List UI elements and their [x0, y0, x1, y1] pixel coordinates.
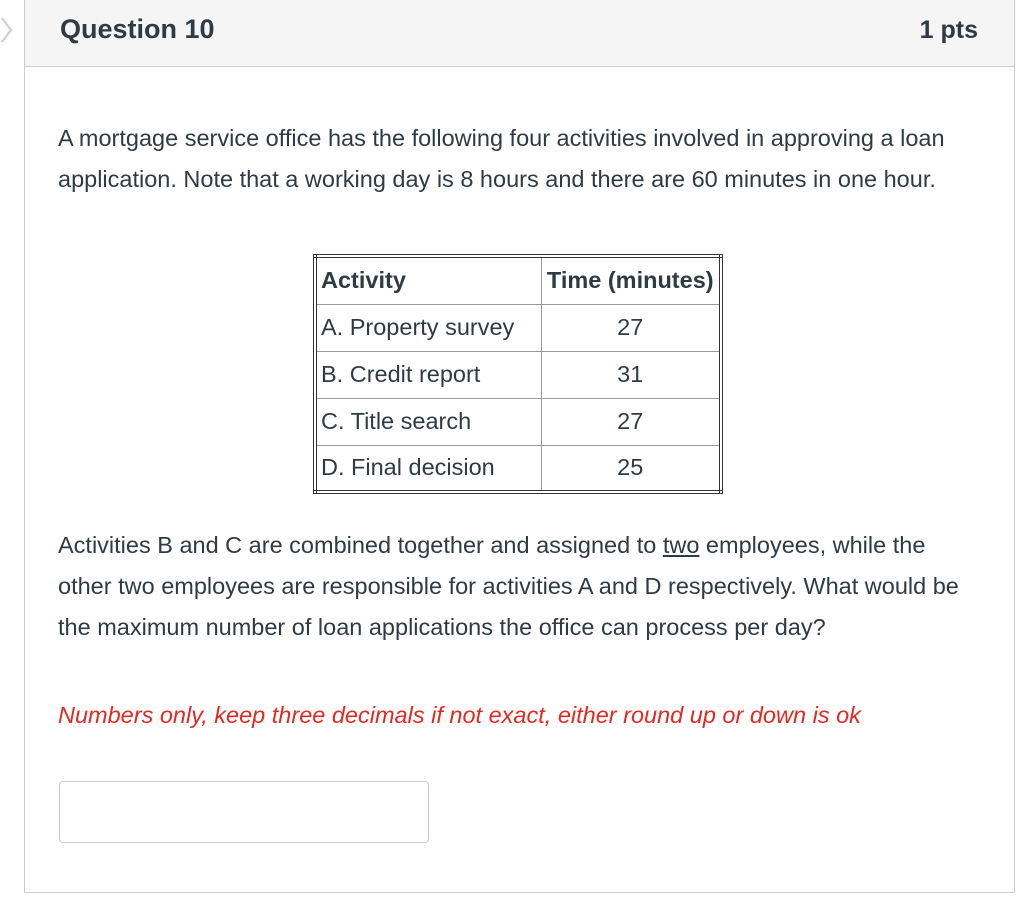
table-row — [315, 445, 721, 492]
question-card — [24, 0, 1015, 893]
question-body-underlined: two — [662, 532, 700, 558]
question-intro: A mortgage service office has the following four activities involved in approving a loan application. Note that a working day is 8 hours and there are 60 minutes in one hour. — [58, 125, 945, 192]
question-title: Question 10 — [60, 14, 215, 44]
question-body-part2: employees, while the other two employees are responsible for activities A and D respectively. What would be the maximum number of loan applications the office can process per day? — [58, 532, 959, 640]
table-header-activity: Activity — [315, 256, 541, 304]
table-cell-time: 25 — [541, 445, 721, 492]
table-cell-activity: A. Property survey — [315, 304, 541, 351]
chevron-right-icon[interactable] — [0, 14, 18, 46]
table-cell-activity: D. Final decision — [315, 445, 541, 492]
table-header-row — [315, 256, 721, 304]
question-body — [58, 525, 983, 648]
question-points: 1 pts — [919, 16, 978, 44]
table-row — [315, 351, 721, 398]
question-body-part1: Activities B and C are combined together and assigned to — [58, 532, 663, 558]
table-cell-time: 27 — [541, 304, 721, 351]
table-row — [315, 304, 721, 351]
question-header — [25, 0, 1014, 67]
table-cell-time: 31 — [541, 351, 721, 398]
table-cell-activity: C. Title search — [315, 398, 541, 445]
table-header-time: Time (minutes) — [541, 256, 721, 304]
table-row — [315, 398, 721, 445]
table-cell-activity: B. Credit report — [315, 351, 541, 398]
question-note: Numbers only, keep three decimals if not exact, either round up or down is ok — [58, 702, 861, 728]
answer-input[interactable] — [59, 781, 429, 843]
table-cell-time: 27 — [541, 398, 721, 445]
activity-table — [313, 254, 723, 494]
